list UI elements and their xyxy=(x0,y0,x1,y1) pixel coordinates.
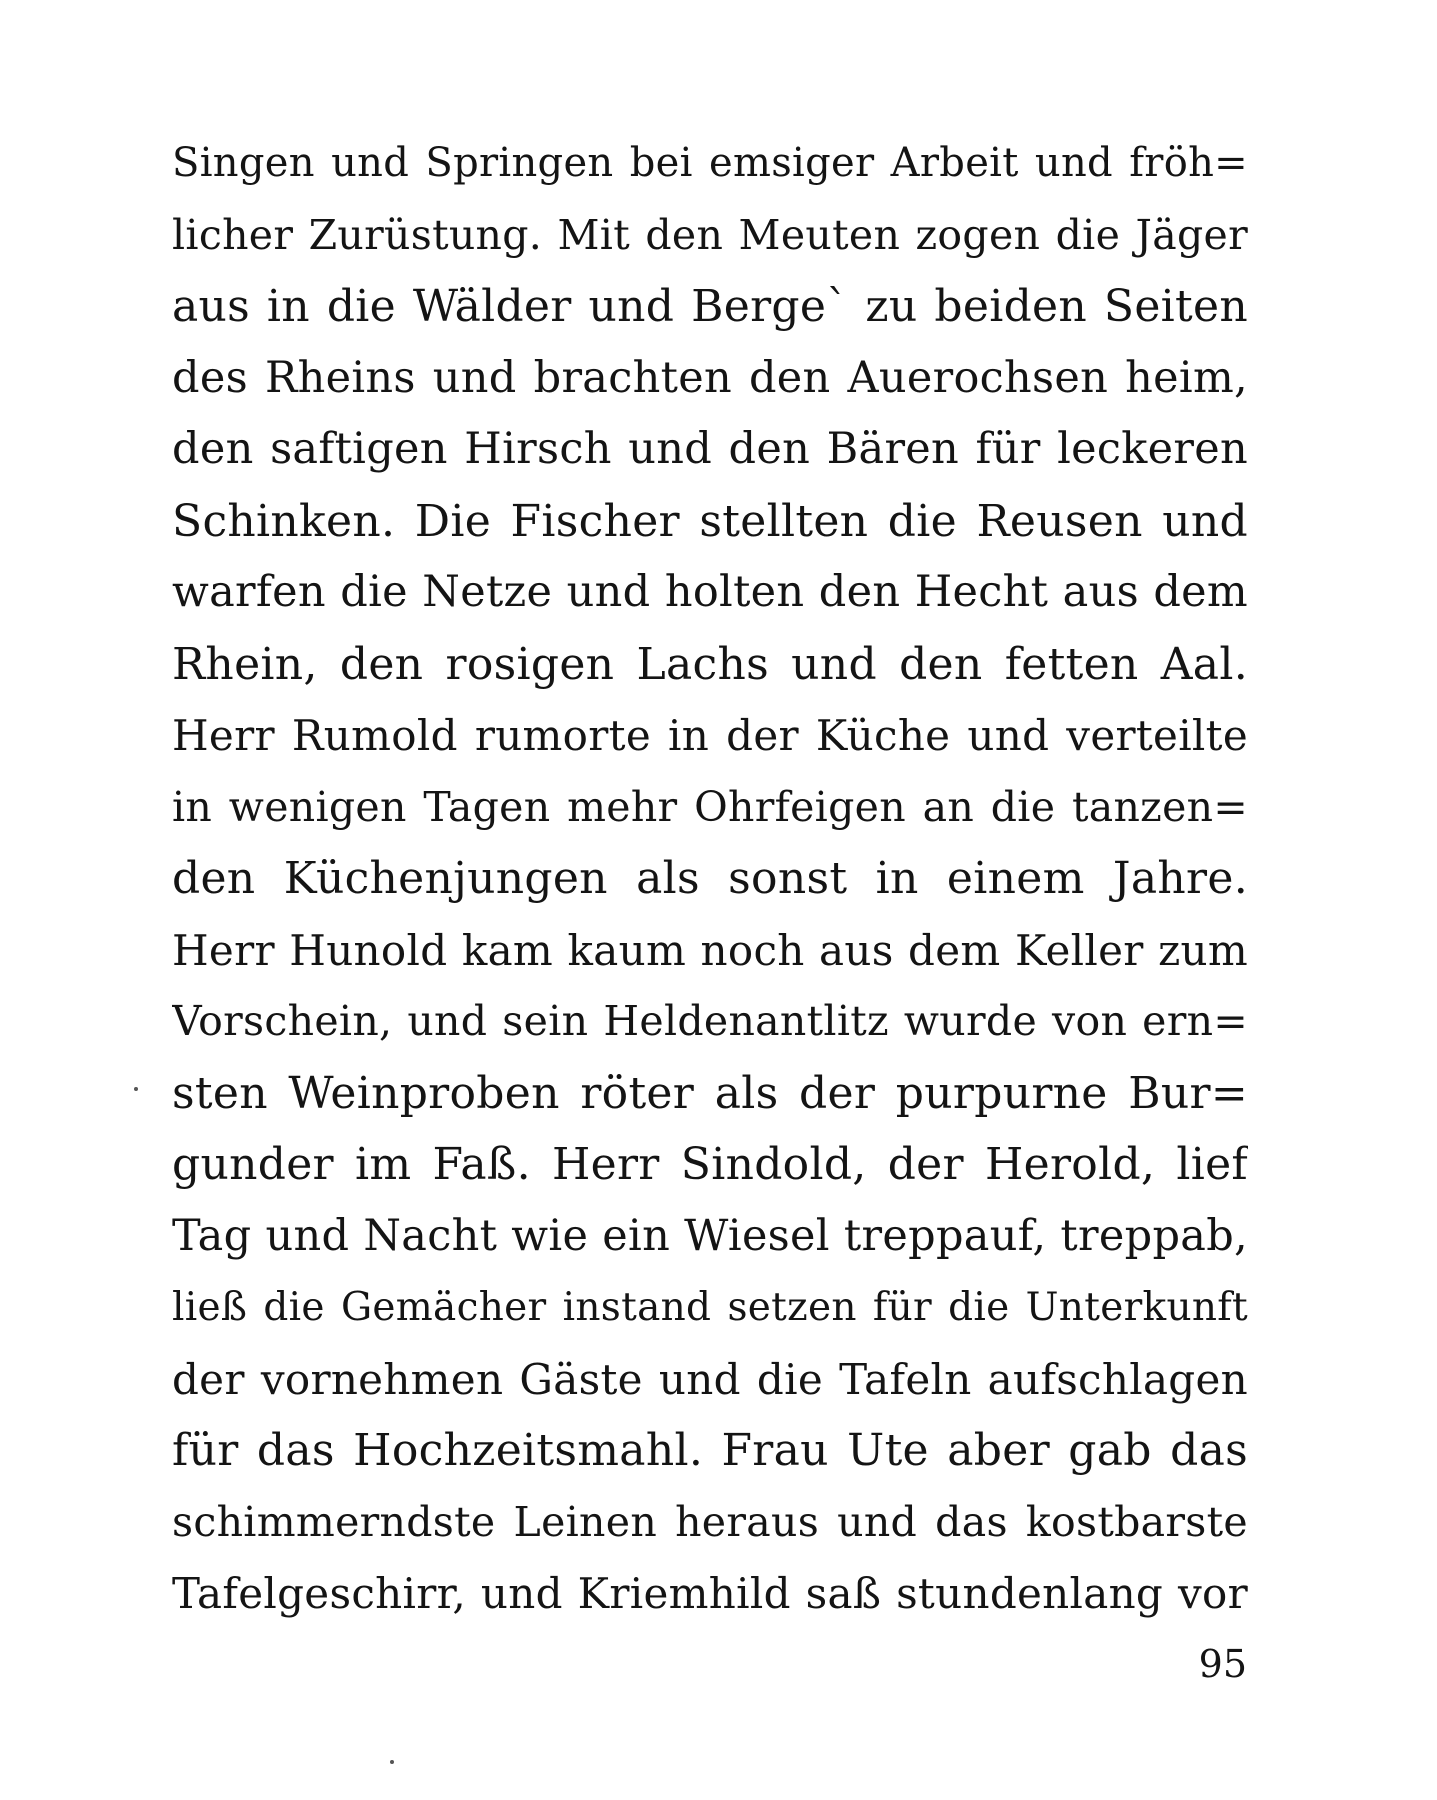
text-line: den saftigen Hirsch und den Bären für leckeren xyxy=(172,424,1248,474)
text-line: aus in die Wälder und Berge` zu beiden Seiten xyxy=(172,281,1248,332)
text-line: Rhein, den rosigen Lachs und den fetten Aal. xyxy=(172,638,1248,690)
text-line: licher Zurüstung. Mit den Meuten zogen die Jäger xyxy=(172,210,1248,259)
text-line: sten Weinproben röter als der purpurne Bur= xyxy=(172,1067,1248,1119)
text-line: den Küchenjungen als sonst in einem Jahre. xyxy=(172,853,1248,904)
page-number: 95 xyxy=(1198,1642,1247,1686)
text-line: in wenigen Tagen mehr Ohrfeigen an die tanzen= xyxy=(172,782,1248,831)
text-line: der vornehmen Gäste und die Tafeln aufschlagen xyxy=(172,1354,1248,1404)
paper-speck xyxy=(390,1760,394,1764)
text-line: schimmerndste Leinen heraus und das kostbarste xyxy=(172,1497,1248,1546)
paper-speck xyxy=(134,1087,138,1091)
text-line: Herr Rumold rumorte in der Küche und verteilte xyxy=(172,711,1248,760)
text-line: Vorschein, und sein Heldenantlitz wurde von ern= xyxy=(172,997,1248,1045)
text-line: Tag und Nacht wie ein Wiesel treppauf, treppab, xyxy=(172,1210,1248,1261)
text-line: Singen und Springen bei emsiger Arbeit und fröh= xyxy=(172,140,1248,186)
text-line: ließ die Gemächer instand setzen für die Unterkunft xyxy=(172,1285,1248,1330)
text-line: für das Hochzeitsmahl. Frau Ute aber gab das xyxy=(172,1425,1248,1476)
text-line: Tafelgeschirr, und Kriemhild saß stundenlang vor xyxy=(172,1569,1248,1618)
text-line: warfen die Netze und holten den Hecht aus dem xyxy=(172,567,1248,617)
text-line: Schinken. Die Fischer stellten die Reusen und xyxy=(172,495,1248,547)
body-text xyxy=(172,128,1248,1630)
text-line: gunder im Faß. Herr Sindold, der Herold, lief xyxy=(172,1139,1248,1190)
text-line: des Rheins und brachten den Auerochsen heim, xyxy=(172,352,1248,403)
text-line: Herr Hunold kam kaum noch aus dem Keller zum xyxy=(172,925,1248,975)
